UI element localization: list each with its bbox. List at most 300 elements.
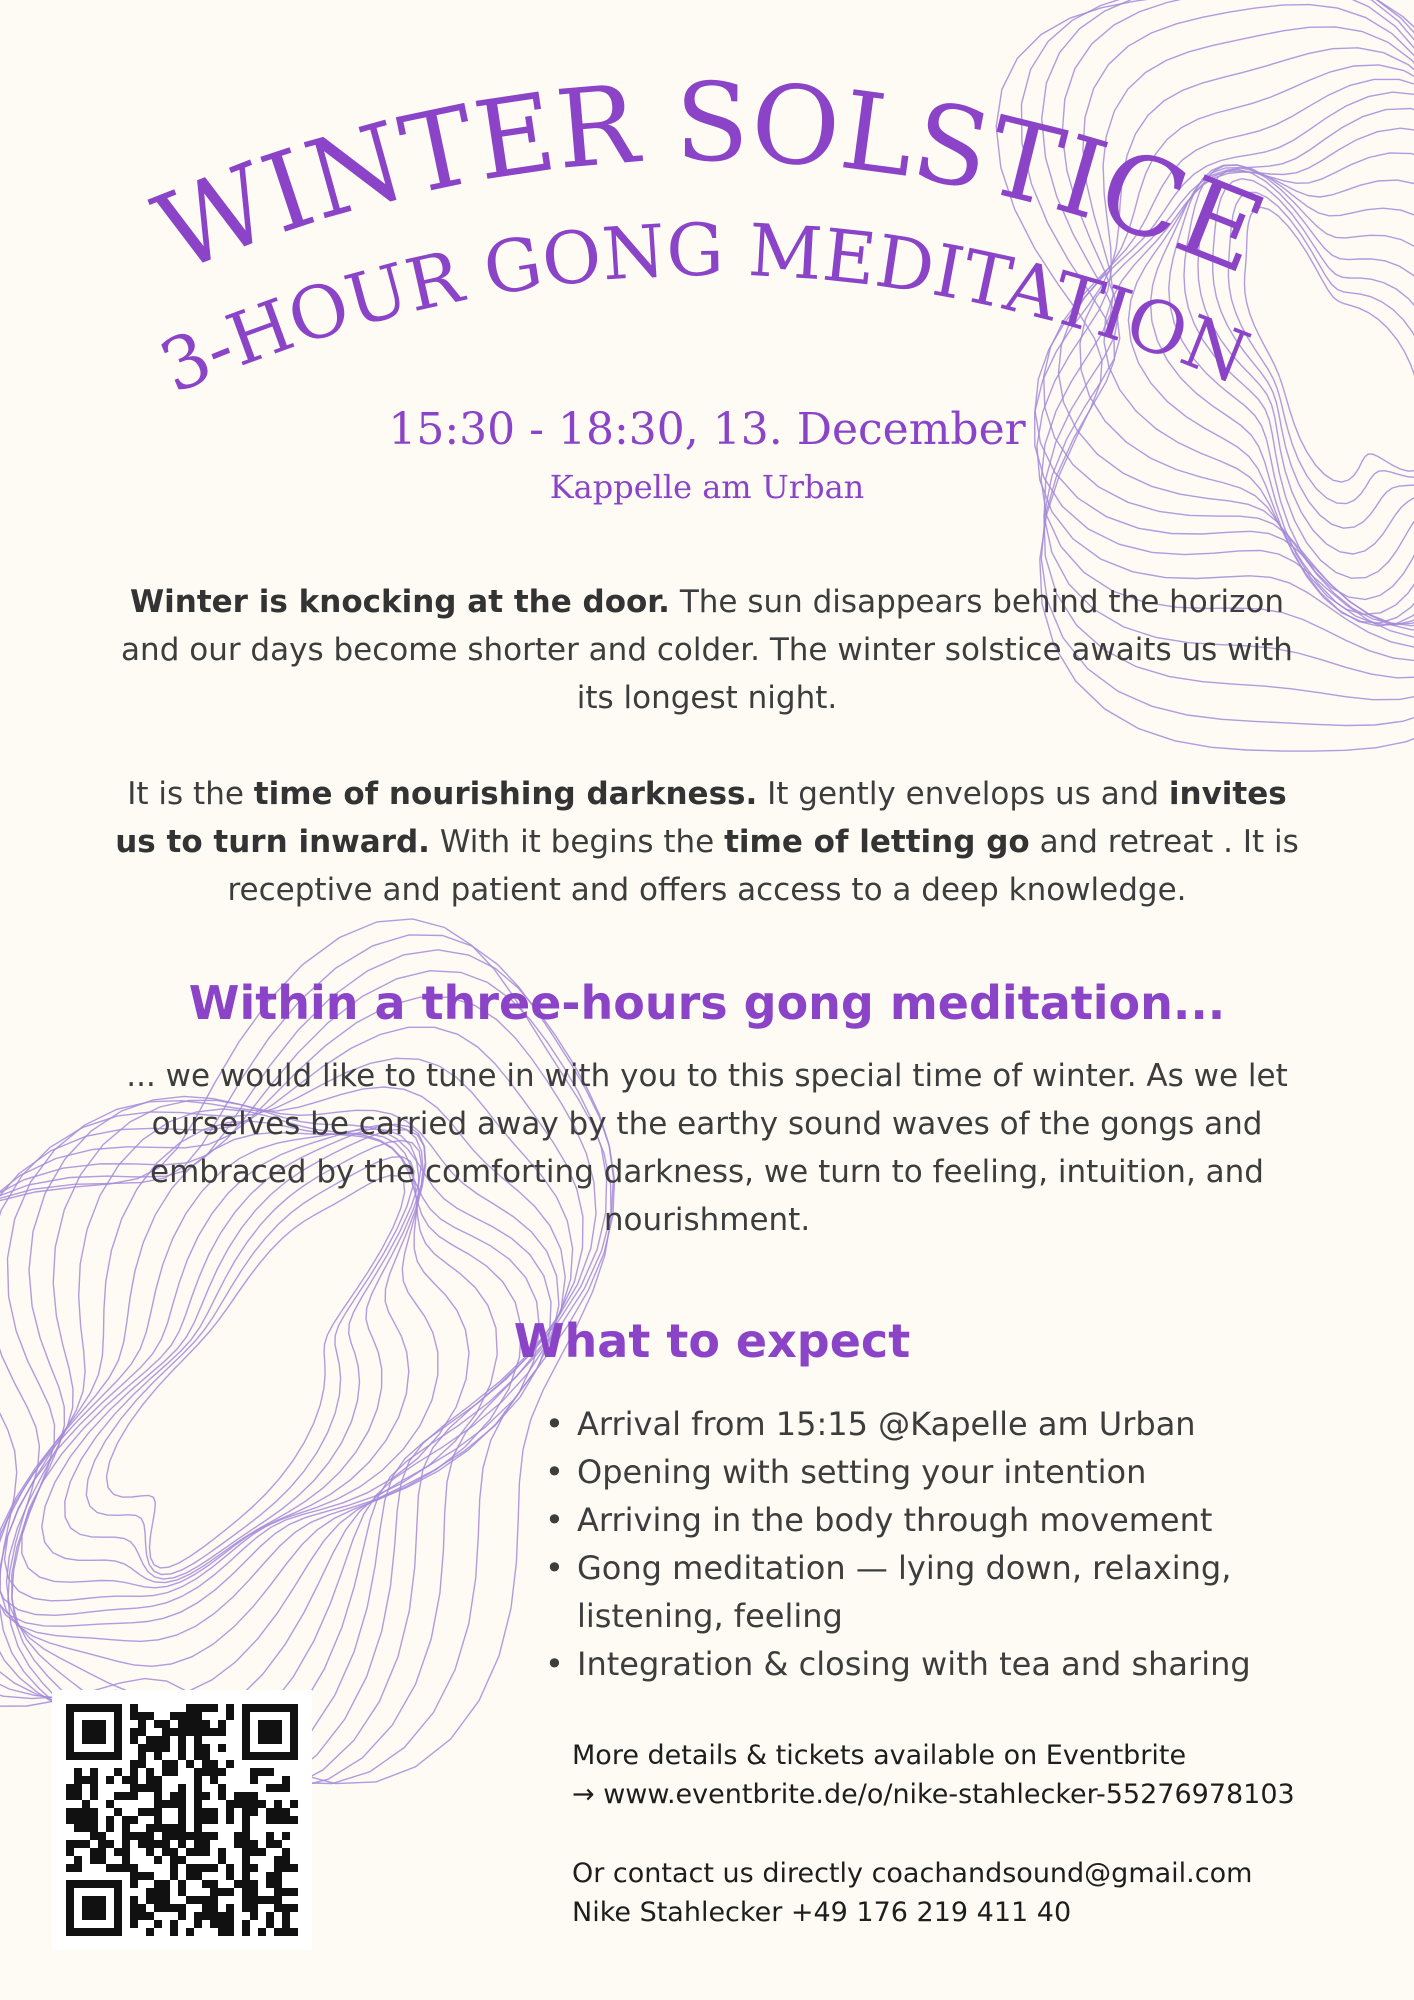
list-item [545,1448,1345,1496]
qr-module [210,1832,218,1840]
qr-module [178,1856,186,1864]
qr-module [250,1848,258,1856]
qr-module [130,1728,138,1736]
qr-module [250,1888,258,1896]
qr-module [282,1928,290,1936]
qr-module [162,1848,170,1856]
contact-email[interactable]: Or contact us directly coachandsound@gmail.com [572,1858,1253,1889]
qr-module [74,1824,82,1832]
qr-module [250,1864,258,1872]
qr-module [242,1880,250,1888]
qr-module [186,1872,194,1880]
qr-module [266,1816,274,1824]
bullet-icon: • [545,1645,564,1683]
qr-module [162,1736,170,1744]
qr-module [202,1808,210,1816]
qr-module [154,1800,162,1808]
qr-module [122,1824,130,1832]
intro-p2-text-g: and retreat . It is receptive and patient and offers access to a deep knowledge. [227,824,1299,908]
qr-module [146,1888,154,1896]
qr-module [186,1864,194,1872]
qr-module [178,1752,186,1760]
qr-module [146,1896,154,1904]
qr-module [202,1912,210,1920]
qr-module [194,1816,202,1824]
qr-module [266,1896,274,1904]
qr-module [114,1808,122,1816]
qr-module [170,1864,178,1872]
qr-module [114,1848,122,1856]
qr-module [250,1880,258,1888]
qr-module [202,1728,210,1736]
qr-module [242,1872,250,1880]
qr-module [250,1912,258,1920]
qr-module [274,1800,282,1808]
intro-p2-text-c: It gently envelops us and [757,776,1169,812]
qr-module [82,1824,90,1832]
qr-module [122,1776,130,1784]
qr-module [218,1848,226,1856]
qr-module [162,1800,170,1808]
qr-module [210,1808,218,1816]
qr-module [242,1920,250,1928]
qr-module [170,1712,178,1720]
qr-module [258,1720,282,1744]
contact-info [572,1854,1372,1932]
qr-module [202,1752,210,1760]
event-venue: Kappelle am Urban [549,468,865,506]
qr-module [266,1832,274,1840]
qr-module [170,1904,178,1912]
qr-module [130,1776,138,1784]
qr-module [74,1776,82,1784]
qr-module [194,1720,202,1728]
qr-module [138,1760,146,1768]
qr-module [130,1784,138,1792]
qr-module [194,1800,202,1808]
qr-module [162,1744,170,1752]
qr-module [242,1904,250,1912]
qr-module [82,1896,106,1920]
qr-module [122,1832,130,1840]
qr-module [170,1768,178,1776]
qr-module [170,1760,178,1768]
qr-module [242,1824,250,1832]
qr-module [250,1800,258,1808]
qr-module [266,1784,274,1792]
qr-module [242,1832,250,1840]
qr-module [258,1896,266,1904]
qr-module [130,1768,138,1776]
qr-module [282,1816,290,1824]
qr-module [114,1768,122,1776]
qr-module [210,1920,218,1928]
qr-module [138,1912,146,1920]
qr-module [202,1840,210,1848]
qr-module [138,1720,146,1728]
qr-module [194,1840,202,1848]
qr-module [250,1904,258,1912]
qr-module [282,1784,290,1792]
qr-module [106,1776,114,1784]
qr-module [146,1872,154,1880]
qr-module [194,1768,202,1776]
qr-module [186,1928,194,1936]
qr-module [154,1920,162,1928]
qr-module [154,1856,162,1864]
qr-module [178,1712,186,1720]
meditation-heading: Within a three-hours gong meditation... [188,976,1226,1030]
qr-module [146,1840,154,1848]
qr-module [74,1792,82,1800]
qr-module [282,1912,290,1920]
qr-module [282,1920,290,1928]
qr-module [226,1712,234,1720]
qr-module [250,1808,258,1816]
list-item [545,1400,1345,1448]
qr-module [242,1856,250,1864]
qr-module [154,1888,162,1896]
qr-module [138,1832,146,1840]
qr-module [146,1848,154,1856]
qr-module [74,1856,82,1864]
qr-module [170,1800,178,1808]
qr-module [146,1912,154,1920]
qr-module [178,1840,186,1848]
qr-module [130,1904,138,1912]
qr-module [146,1808,154,1816]
qr-module [146,1712,154,1720]
qr-module [90,1816,98,1824]
qr-module [202,1864,210,1872]
qr-module [290,1864,298,1872]
qr-module [130,1920,138,1928]
qr-module [138,1744,146,1752]
qr-module [290,1816,298,1824]
qr-module [226,1888,234,1896]
qr-module [154,1904,162,1912]
eventbrite-link[interactable]: → www.eventbrite.de/o/nike-stahlecker-55276978103 [572,1779,1295,1810]
qr-module [282,1864,290,1872]
qr-module [90,1824,98,1832]
qr-module [162,1896,170,1904]
qr-code-graphic [52,1690,312,1950]
qr-module [290,1800,298,1808]
qr-module [162,1720,170,1728]
qr-module [234,1880,242,1888]
qr-module [162,1904,170,1912]
qr-module [194,1752,202,1760]
qr-module [226,1904,234,1912]
list-item [545,1640,1345,1688]
qr-module [162,1768,170,1776]
qr-module [226,1920,234,1928]
qr-module [170,1824,178,1832]
qr-module [138,1840,146,1848]
qr-module [178,1800,186,1808]
contact-phone: Nike Stahlecker +49 176 219 411 40 [572,1897,1072,1928]
qr-module [226,1864,234,1872]
qr-module [146,1832,154,1840]
qr-module [202,1816,210,1824]
list-item-text: Arriving in the body through movement [577,1501,1213,1539]
qr-module [146,1776,154,1784]
qr-module [186,1712,194,1720]
list-item-text: Opening with setting your intention [577,1453,1147,1491]
qr-module [66,1840,74,1848]
qr-module [178,1880,186,1888]
qr-module [130,1736,138,1744]
qr-module [266,1840,274,1848]
qr-module [282,1808,290,1816]
qr-module [146,1768,154,1776]
qr-module [194,1872,202,1880]
title-line-1: WINTER SOLSTICE [139,60,1281,299]
qr-module [98,1856,106,1864]
qr-module [146,1784,154,1792]
qr-module [130,1880,138,1888]
qr-module [226,1816,234,1824]
qr-module [138,1808,146,1816]
qr-module [282,1848,290,1856]
qr-module [210,1768,218,1776]
qr-module [138,1904,146,1912]
qr-module [130,1872,138,1880]
qr-module [74,1840,82,1848]
qr-module [242,1816,250,1824]
qr-module [202,1880,210,1888]
qr-module [90,1832,98,1840]
qr-module [178,1904,186,1912]
qr-module [170,1728,178,1736]
qr-module [274,1896,282,1904]
qr-module [154,1784,162,1792]
qr-module [250,1792,258,1800]
qr-module [234,1832,242,1840]
intro-p2-text-a: It is the [127,776,254,812]
qr-module [138,1784,146,1792]
qr-module [242,1808,250,1816]
qr-module [146,1736,154,1744]
qr-module [194,1792,202,1800]
qr-module [194,1808,202,1816]
qr-module [186,1760,194,1768]
qr-module [274,1840,282,1848]
intro-paragraph-2 [110,770,1304,914]
qr-module [66,1784,74,1792]
qr-module [226,1760,234,1768]
qr-module [178,1744,186,1752]
qr-module [74,1864,82,1872]
qr-module [130,1912,138,1920]
qr-module [154,1880,162,1888]
qr-module [66,1848,74,1856]
intro-p2-bold-b: time of nourishing darkness. [253,776,758,812]
meditation-paragraph: ... we would like to tune in with you to this special time of winter. As we let ourselves be carried away by the earthy sound waves of the gongs and embraced by the comforting darkness, we turn to feeling, intuition, and nourishment. [126,1058,1288,1238]
qr-module [98,1848,106,1856]
qr-module [250,1768,258,1776]
qr-module [258,1848,266,1856]
qr-module [194,1712,202,1720]
qr-module [154,1744,162,1752]
qr-module [218,1784,226,1792]
qr-module [154,1720,162,1728]
qr-module [258,1768,266,1776]
qr-module [242,1928,250,1936]
list-item-text: Gong meditation — lying down, relaxing, listening, feeling [577,1549,1232,1635]
intro-p1-bold: Winter is knocking at the door. [129,584,670,620]
qr-module [154,1824,162,1832]
qr-module [218,1728,226,1736]
qr-module [106,1800,114,1808]
qr-module [122,1840,130,1848]
qr-module [154,1840,162,1848]
qr-module [130,1760,138,1768]
qr-module [98,1840,106,1848]
qr-module [122,1856,130,1864]
qr-module [218,1768,226,1776]
qr-module [234,1800,242,1808]
qr-module [266,1872,274,1880]
qr-module [226,1800,234,1808]
qr-module [210,1880,218,1888]
qr-module [106,1864,114,1872]
qr-module [82,1816,90,1824]
qr-module [274,1816,282,1824]
qr-module [178,1808,186,1816]
qr-module [186,1848,194,1856]
qr-module [82,1800,90,1808]
qr-module [218,1912,226,1920]
qr-module [186,1720,194,1728]
qr-module [66,1864,74,1872]
qr-module [210,1704,218,1712]
qr-module [154,1736,162,1744]
qr-module [274,1808,282,1816]
qr-module [114,1864,122,1872]
intro-paragraph-1 [110,578,1304,722]
qr-module [162,1728,170,1736]
qr-module [202,1704,210,1712]
bullet-icon: • [545,1549,564,1587]
qr-module [90,1856,98,1864]
bullet-icon: • [545,1405,564,1443]
qr-module [266,1808,274,1816]
qr-module [234,1840,242,1848]
qr-module [106,1840,114,1848]
qr-module [218,1856,226,1864]
qr-module [162,1840,170,1848]
qr-module [194,1920,202,1928]
qr-module [90,1776,98,1784]
qr-module [210,1760,218,1768]
qr-module [226,1704,234,1712]
qr-module [250,1840,258,1848]
qr-code-icon[interactable] [52,1690,312,1950]
intro-p1-text: The sun disappears behind the horizon and our days become shorter and colder. The winter solstice awaits us with its longest night. [121,584,1293,716]
qr-module [194,1824,202,1832]
qr-module [258,1800,266,1808]
qr-module [178,1824,186,1832]
qr-module [186,1704,194,1712]
expect-heading: What to expect [513,1314,911,1368]
qr-module [74,1768,82,1776]
bullet-icon: • [545,1453,564,1491]
bullet-icon: • [545,1501,564,1539]
qr-module [202,1760,210,1768]
qr-module [170,1872,178,1880]
qr-module [178,1832,186,1840]
qr-module [282,1832,290,1840]
eventbrite-info [572,1736,1372,1814]
qr-module [202,1896,210,1904]
qr-module [242,1888,250,1896]
qr-module [218,1888,226,1896]
qr-module [122,1864,130,1872]
event-time: 15:30 - 18:30, 13. December [388,404,1026,455]
qr-module [178,1728,186,1736]
qr-module [162,1888,170,1896]
qr-module [178,1816,186,1824]
qr-module [130,1832,138,1840]
qr-module [138,1712,146,1720]
qr-module [122,1816,130,1824]
qr-module [242,1896,250,1904]
qr-module [74,1808,82,1816]
qr-module [90,1792,98,1800]
qr-module [234,1792,242,1800]
qr-module [178,1792,186,1800]
qr-module [154,1896,162,1904]
qr-module [130,1712,138,1720]
qr-module [138,1752,146,1760]
qr-module [170,1832,178,1840]
qr-module [74,1784,82,1792]
qr-module [130,1792,138,1800]
qr-module [218,1792,226,1800]
qr-module [202,1848,210,1856]
qr-module [82,1720,106,1744]
qr-module [242,1848,250,1856]
qr-module [202,1832,210,1840]
qr-module [202,1720,210,1728]
qr-module [194,1736,202,1744]
qr-module [202,1768,210,1776]
qr-module [66,1808,74,1816]
qr-module [162,1832,170,1840]
qr-module [90,1808,98,1816]
qr-module [82,1776,90,1784]
qr-module [162,1880,170,1888]
qr-module [90,1784,98,1792]
qr-module [138,1728,146,1736]
qr-module [218,1744,226,1752]
qr-module [178,1784,186,1792]
qr-module [250,1776,258,1784]
qr-module [170,1792,178,1800]
qr-module [194,1704,202,1712]
intro-p2-bold-d: invites us to turn inward. [115,776,1287,860]
qr-module [218,1928,226,1936]
qr-module [194,1784,202,1792]
list-item-text: Integration & closing with tea and sharing [577,1645,1251,1683]
qr-module [282,1776,290,1784]
qr-module [74,1816,82,1824]
qr-module [170,1856,178,1864]
qr-module [154,1792,162,1800]
qr-module [106,1824,114,1832]
qr-module [210,1888,218,1896]
